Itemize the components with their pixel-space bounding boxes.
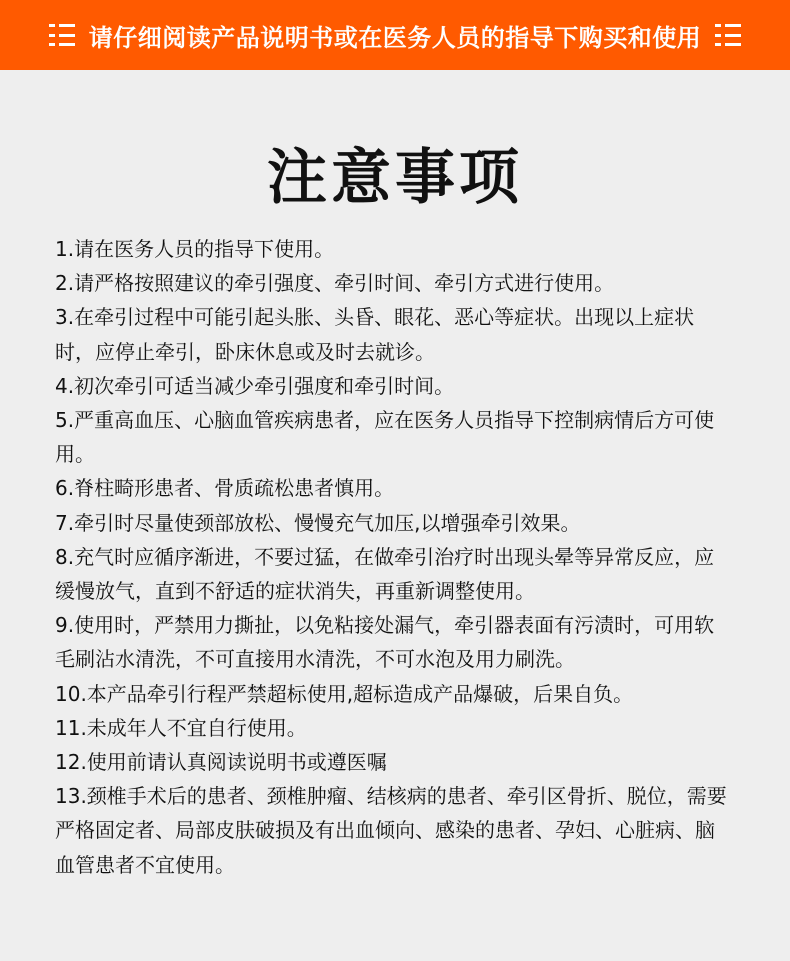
precautions-list xyxy=(0,232,790,882)
list-item: 2.请严格按照建议的牵引强度、牵引时间、牵引方式进行使用。 xyxy=(55,271,615,296)
list-item: 3.在牵引过程中可能引起头胀、头昏、眼花、恶心等症状。出现以上症状时，应停止牵引，卧床休息或及时去就诊。 xyxy=(55,305,695,364)
list-item: 7.牵引时尽量使颈部放松、慢慢充气加压,以增强牵引效果。 xyxy=(55,510,581,535)
list-item: 5.严重高血压、心脑血管疾病患者，应在医务人员指导下控制病情后方可使用。 xyxy=(55,408,715,467)
list-item: 12.使用前请认真阅读说明书或遵医嘱 xyxy=(55,750,387,775)
list-item: 6.脊柱畸形患者、骨质疏松患者慎用。 xyxy=(55,476,395,501)
list-item: 11.未成年人不宜自行使用。 xyxy=(55,715,307,740)
list-item: 8.充气时应循序渐进，不要过猛，在做牵引治疗时出现头晕等异常反应，应缓慢放气，直到不舒适的症状消失，再重新调整使用。 xyxy=(55,544,715,604)
warning-banner xyxy=(0,0,790,70)
menu-lines-icon xyxy=(715,24,741,46)
list-item: 13.颈椎手术后的患者、颈椎肿瘤、结核病的患者、牵引区骨折、脱位，需要严格固定者、局部皮肤破损及有出血倾向、感染的患者、孕妇、心脏病、脑血管患者不宜使用。 xyxy=(55,784,727,877)
list-item: 9.使用时，严禁用力撕扯，以免粘接处漏气，牵引器表面有污渍时，可用软毛刷沾水清洗，不可直接用水清洗，不可水泡及用力刷洗。 xyxy=(55,613,715,672)
list-item: 4.初次牵引可适当减少牵引强度和牵引时间。 xyxy=(55,373,455,398)
list-item: 1.请在医务人员的指导下使用。 xyxy=(55,237,335,261)
menu-lines-icon xyxy=(49,24,75,46)
banner-text: 请仔细阅读产品说明书或在医务人员的指导下购买和使用 xyxy=(88,23,702,52)
list-item: 10.本产品牵引行程严禁超标使用,超标造成产品爆破，后果自负。 xyxy=(55,681,634,706)
page-title: 注意事项 xyxy=(267,143,523,213)
